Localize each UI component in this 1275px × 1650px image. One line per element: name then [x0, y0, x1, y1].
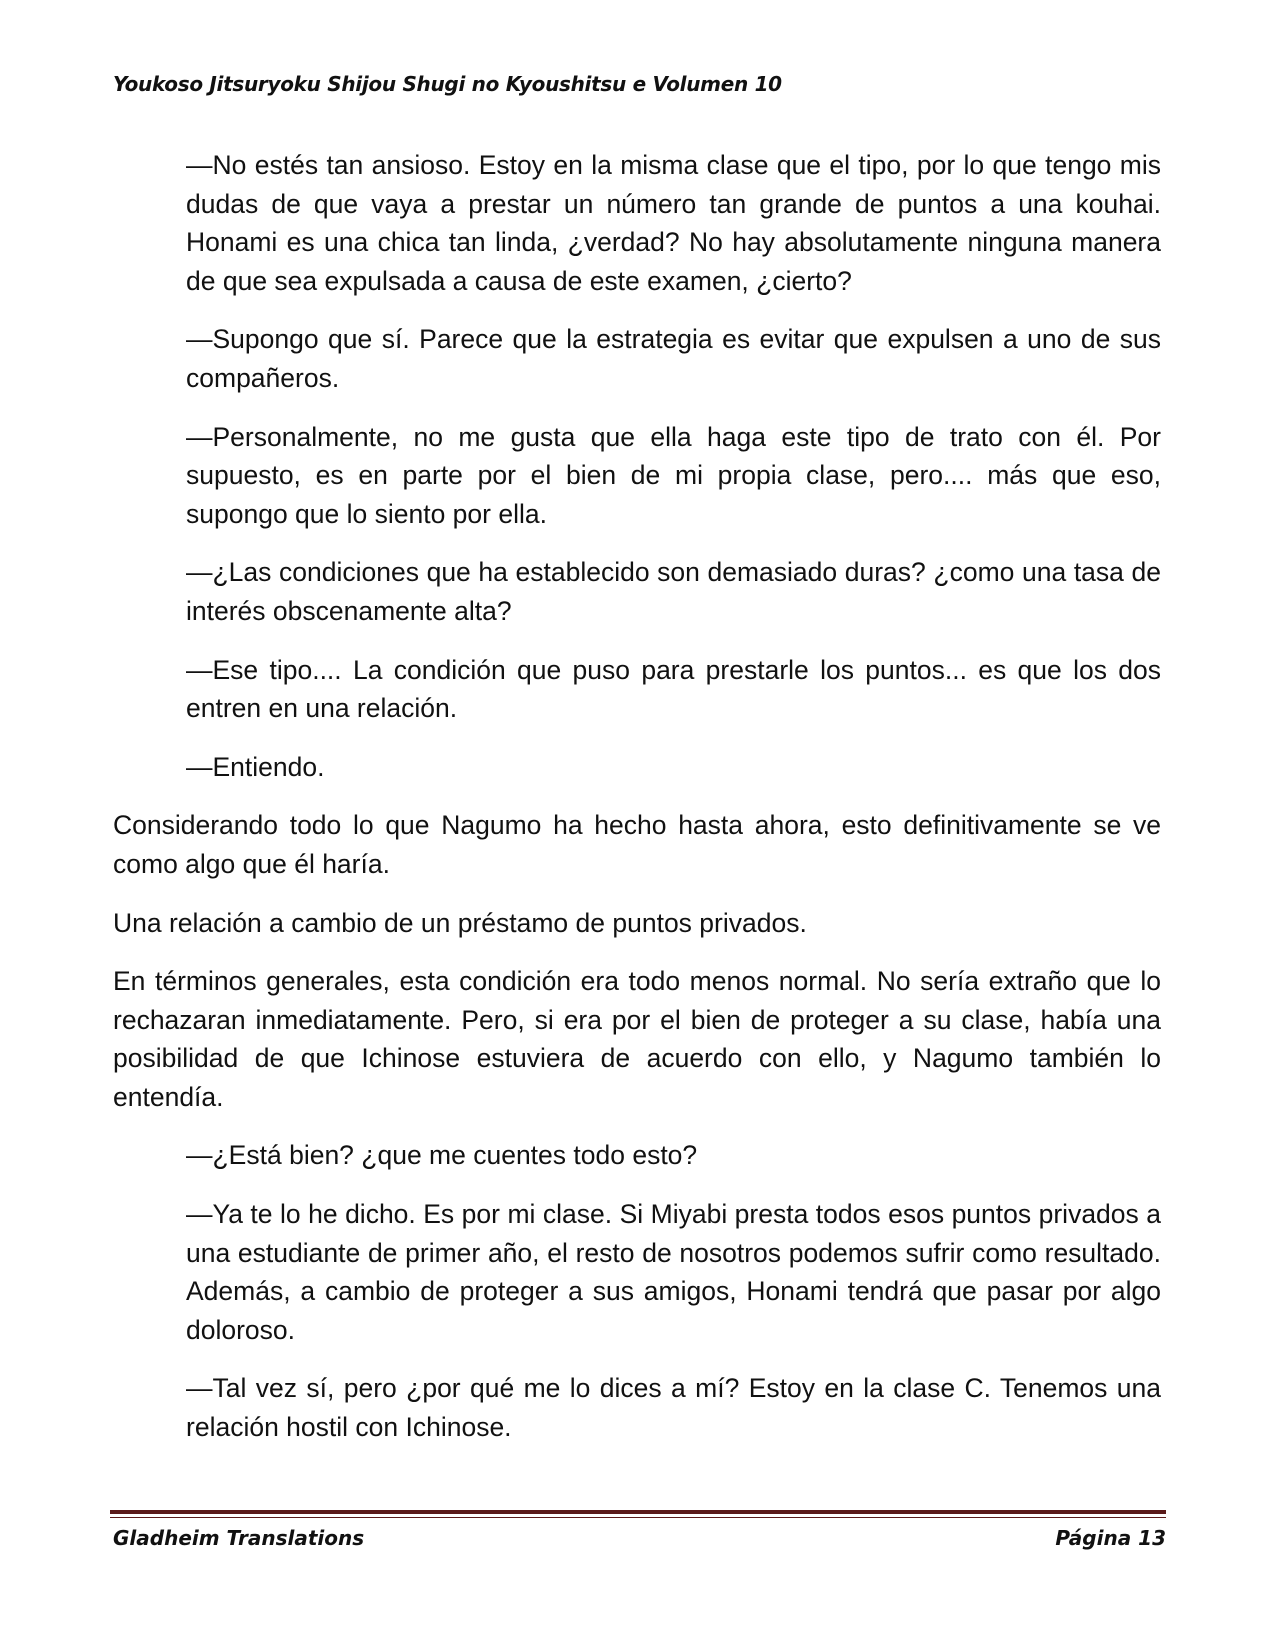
footer-rule-thin	[110, 1517, 1166, 1518]
running-header: Youkoso Jitsuryoku Shijou Shugi no Kyoushitsu e Volumen 10	[113, 72, 782, 96]
dialogue-paragraph: —Personalmente, no me gusta que ella haga este tipo de trato con él. Por supuesto, es en parte por el bien de mi propia clase, pero.... más que eso, supongo que lo siento por ella.	[186, 421, 1161, 529]
footer-rule-thick	[110, 1510, 1166, 1514]
footer-publisher: Gladheim Translations	[113, 1526, 365, 1550]
dialogue-paragraph: —¿Está bien? ¿que me cuentes todo esto?	[186, 1140, 698, 1171]
dialogue-paragraph: —Ese tipo.... La condición que puso para prestarle los puntos... es que los dos entren en una relación.	[186, 654, 1161, 724]
narrative-paragraph: Considerando todo lo que Nagumo ha hecho hasta ahora, esto definitivamente se ve como algo que él haría.	[113, 810, 1161, 879]
dialogue-paragraph: —Entiendo.	[186, 751, 325, 782]
body-text	[113, 146, 1161, 1467]
dialogue-paragraph: —¿Las condiciones que ha establecido son demasiado duras? ¿como una tasa de interés obscenamente alta?	[186, 557, 1161, 626]
narrative-paragraph: Una relación a cambio de un préstamo de puntos privados.	[113, 907, 807, 938]
dialogue-paragraph: —No estés tan ansioso. Estoy en la misma clase que el tipo, por lo que tengo mis dudas de que vaya a prestar un número tan grande de puntos a una kouhai. Honami es una chica tan linda, ¿verdad? No hay absolutamente ninguna manera de que sea expulsada a causa de este examen, ¿cierto?	[186, 150, 1161, 296]
dialogue-paragraph: —Tal vez sí, pero ¿por qué me lo dices a mí? Estoy en la clase C. Tenemos una relación hostil con Ichinose.	[186, 1373, 1161, 1443]
dialogue-paragraph: —Supongo que sí. Parece que la estrategia es evitar que expulsen a uno de sus compañeros.	[186, 324, 1161, 393]
dialogue-paragraph: —Ya te lo he dicho. Es por mi clase. Si Miyabi presta todos esos puntos privados a una estudiante de primer año, el resto de nosotros podemos sufrir como resultado. Además, a cambio de proteger a sus amigos, Honami tendrá que pasar por algo doloroso.	[186, 1199, 1161, 1345]
narrative-paragraph: En términos generales, esta condición era todo menos normal. No sería extraño que lo rechazaran inmediatamente. Pero, si era por el bien de proteger a su clase, había una posibilidad de que Ichinose estuviera de acuerdo con ello, y Nagumo también lo entendía.	[113, 966, 1161, 1112]
page-number: Página 13	[1055, 1526, 1166, 1550]
